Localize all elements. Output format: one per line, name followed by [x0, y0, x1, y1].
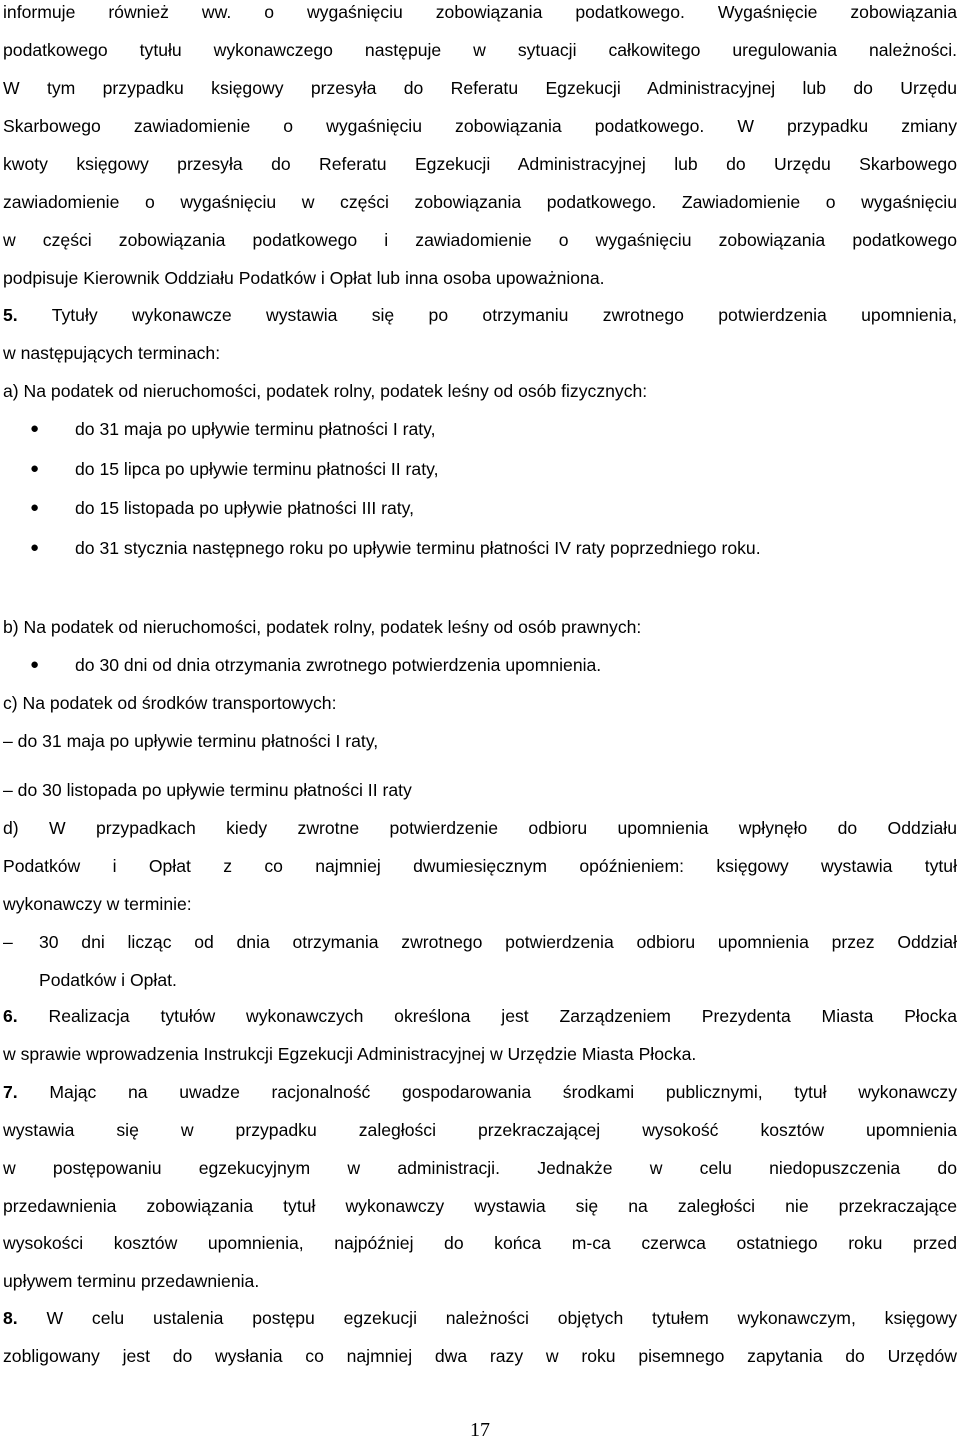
bullet-item: do 31 maja po upływie terminu płatności I raty,	[75, 419, 436, 439]
text-line: podpisuje Kierownik Oddziału Podatków i Opłat lub inna osoba upoważniona.	[3, 268, 605, 288]
section-text: Realizacja tytułów wykonawczych określona jest Zarządzeniem Prezydenta Miasta Płocka	[48, 1006, 957, 1026]
text-line: zobligowany jest do wysłania co najmniej dwa razy w roku pisemnego zapytania do Urzędów	[3, 1346, 957, 1366]
subsection-heading: c) Na podatek od środków transportowych:	[3, 693, 337, 713]
text-line: Skarbowego zawiadomienie o wygaśnięciu zobowiązania podatkowego. W przypadku zmiany	[3, 116, 957, 136]
text-line: kwoty księgowy przesyła do Referatu Egzekucji Administracyjnej lub do Urzędu Skarbowego	[3, 154, 957, 174]
text-line: przedawnienia zobowiązania tytuł wykonawczy wystawia się na zaległości nie przekraczające	[3, 1196, 957, 1216]
section-number: 6.	[3, 1006, 18, 1026]
section-text: W celu ustalenia postępu egzekucji należności objętych tytułem wykonawczym, księgowy	[46, 1308, 958, 1328]
text-line: wystawia się w przypadku zaległości przekraczającej wysokość kosztów upomnienia	[3, 1120, 957, 1140]
bullet-icon: ●	[30, 539, 40, 556]
section-number: 8.	[3, 1308, 18, 1328]
section-number: 5.	[3, 305, 18, 325]
bullet-icon: ●	[30, 460, 40, 477]
section-8-line	[3, 1308, 957, 1328]
text-line: w sprawie wprowadzenia Instrukcji Egzekucji Administracyjnej w Urzędzie Miasta Płocka.	[3, 1044, 697, 1064]
bullet-icon: ●	[30, 656, 40, 673]
text-line: w następujących terminach:	[3, 343, 221, 363]
dash-item: – do 31 maja po upływie terminu płatności I raty,	[3, 731, 379, 751]
text-line: d) W przypadkach kiedy zwrotne potwierdzenie odbioru upomnienia wpłynęło do Oddziału	[3, 818, 957, 838]
text-line: wysokości kosztów upomnienia, najpóźniej do końca m-ca czerwca ostatniego roku przed	[3, 1233, 957, 1253]
bullet-item: do 15 lipca po upływie terminu płatności II raty,	[75, 459, 439, 479]
subsection-heading: a) Na podatek od nieruchomości, podatek rolny, podatek leśny od osób fizycznych:	[3, 381, 648, 401]
section-text: Mając na uwadze racjonalność gospodarowania środkami publicznymi, tytuł wykonawczy	[49, 1082, 957, 1102]
bullet-icon: ●	[30, 499, 40, 516]
dash-item-continued: Podatków i Opłat.	[39, 970, 177, 990]
text-line: Podatków i Opłat z co najmniej dwumiesięcznym opóźnieniem: księgowy wystawia tytuł	[3, 856, 957, 876]
text-line: W tym przypadku księgowy przesyła do Referatu Egzekucji Administracyjnej lub do Urzędu	[3, 78, 957, 98]
text-line: wykonawczy w terminie:	[3, 894, 192, 914]
dash-item: – do 30 listopada po upływie terminu płatności II raty	[3, 780, 412, 800]
text-line: informuje również ww. o wygaśnięciu zobowiązania podatkowego. Wygaśnięcie zobowiązania	[3, 2, 957, 22]
text-line: zawiadomienie o wygaśnięciu w części zobowiązania podatkowego. Zawiadomienie o wygaśnięciu	[3, 192, 957, 212]
text-line: upływem terminu przedawnienia.	[3, 1271, 260, 1291]
section-7-line	[3, 1082, 957, 1102]
bullet-item: do 31 stycznia następnego roku po upływie terminu płatności IV raty poprzedniego roku.	[75, 538, 761, 558]
section-text: Tytuły wykonawcze wystawia się po otrzymaniu zwrotnego potwierdzenia upomnienia,	[51, 305, 958, 325]
bullet-item: do 15 listopada po upływie płatności III raty,	[75, 498, 415, 518]
section-5-line	[3, 305, 957, 325]
dash-item: 30 dni licząc od dnia otrzymania zwrotnego potwierdzenia odbioru upomnienia przez Oddział	[39, 932, 957, 952]
text-line: w postępowaniu egzekucyjnym w administracji. Jednakże w celu niedopuszczenia do	[3, 1158, 957, 1178]
dash-marker: –	[3, 932, 13, 952]
text-line: w części zobowiązania podatkowego i zawiadomienie o wygaśnięciu zobowiązania podatkowego	[3, 230, 957, 250]
text-line: podatkowego tytułu wykonawczego następuje w sytuacji całkowitego uregulowania należności.	[3, 40, 957, 60]
section-number: 7.	[3, 1082, 18, 1102]
section-6-line	[3, 1006, 957, 1026]
subsection-heading: b) Na podatek od nieruchomości, podatek rolny, podatek leśny od osób prawnych:	[3, 617, 642, 637]
bullet-item: do 30 dni od dnia otrzymania zwrotnego potwierdzenia upomnienia.	[75, 655, 602, 675]
page-number: 17	[470, 1419, 490, 1441]
bullet-icon: ●	[30, 420, 40, 437]
